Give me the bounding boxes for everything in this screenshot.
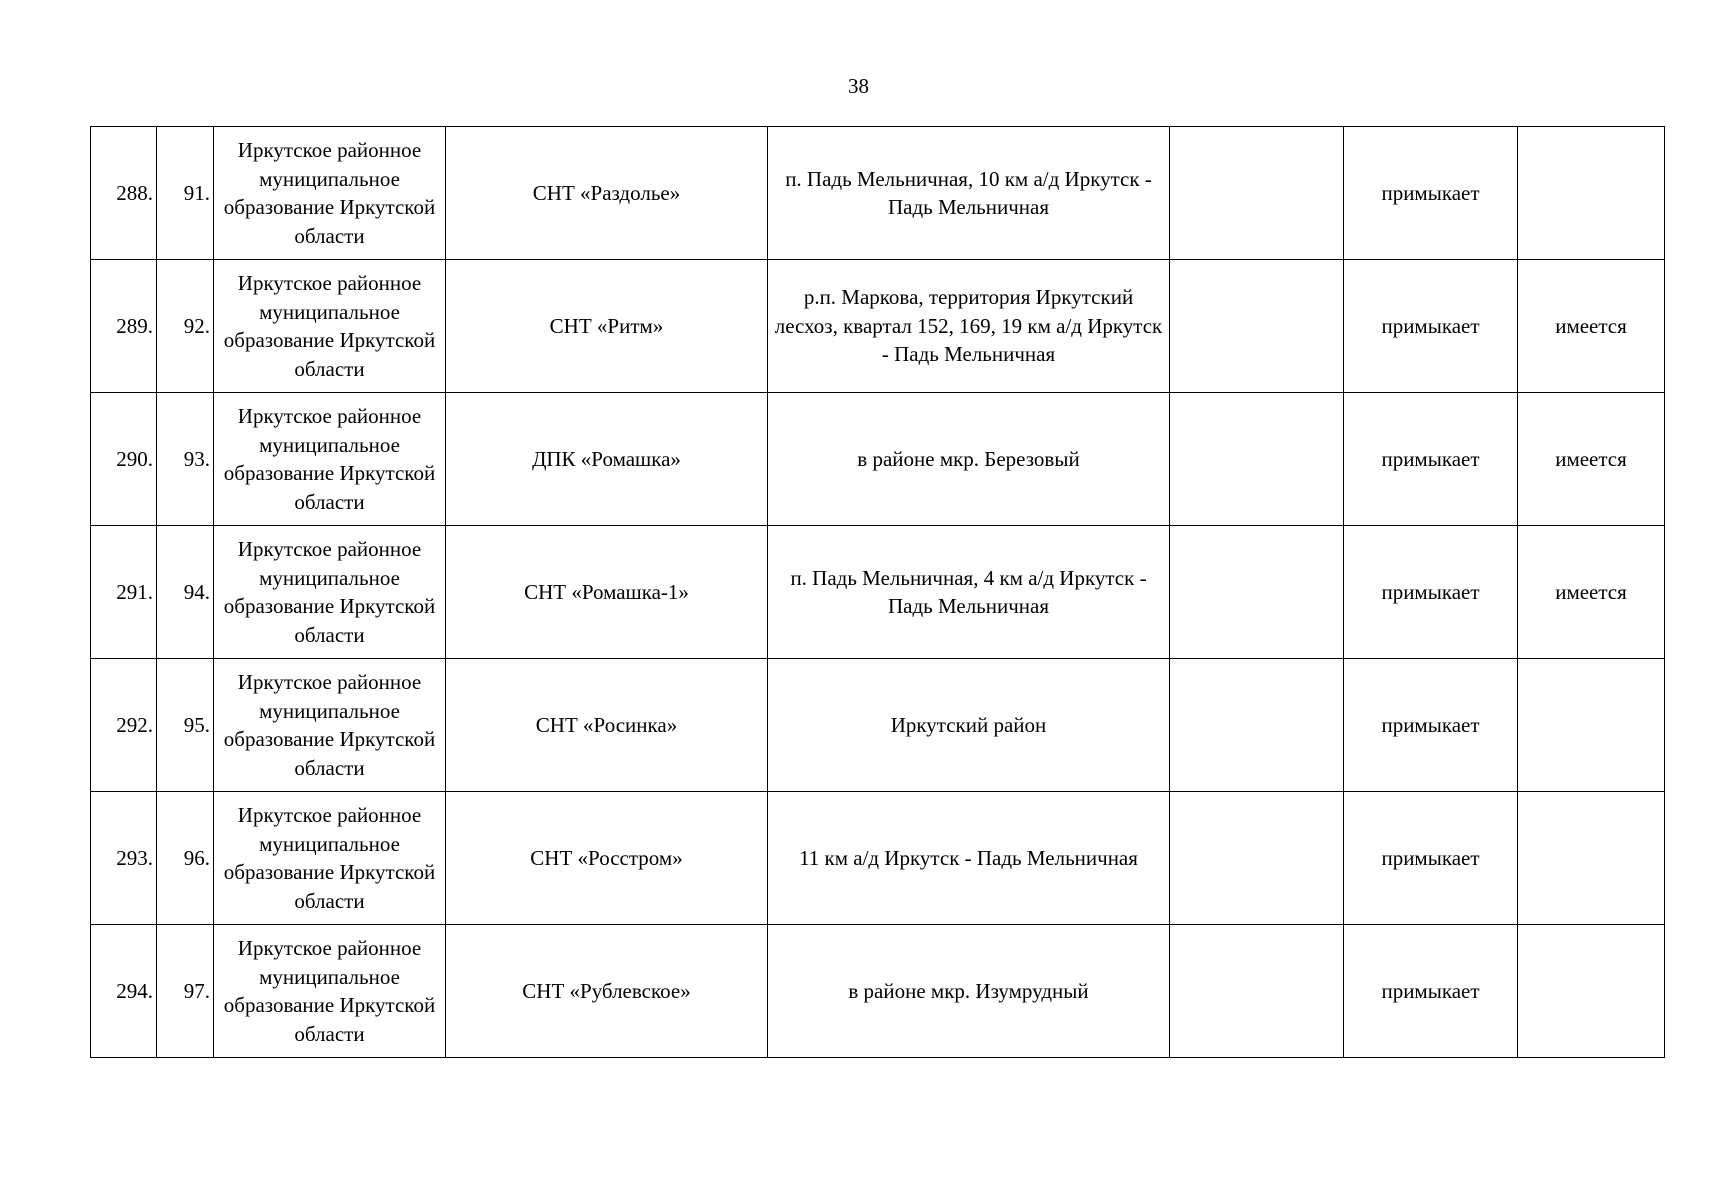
municipality-cell: Иркутское районное муниципальное образование Иркутской области (214, 526, 446, 659)
adjacency-cell: примыкает (1344, 792, 1518, 925)
availability-cell (1518, 659, 1665, 792)
municipality-cell: Иркутское районное муниципальное образование Иркутской области (214, 925, 446, 1058)
organization-name-cell: СНТ «Росинка» (446, 659, 768, 792)
availability-cell: имеется (1518, 526, 1665, 659)
table-row (91, 260, 1665, 393)
location-cell: п. Падь Мельничная, 4 км а/д Иркутск - Падь Мельничная (768, 526, 1170, 659)
location-cell: р.п. Маркова, территория Иркутский лесхоз, квартал 152, 169, 19 км а/д Иркутск - Падь Мельничная (768, 260, 1170, 393)
extra-cell (1170, 659, 1344, 792)
row-sub-number: 95. (157, 659, 214, 792)
extra-cell (1170, 792, 1344, 925)
row-number: 291. (91, 526, 157, 659)
table-row (91, 393, 1665, 526)
adjacency-cell: примыкает (1344, 393, 1518, 526)
availability-cell (1518, 925, 1665, 1058)
table-row (91, 792, 1665, 925)
registry-table (90, 126, 1665, 1058)
row-number: 289. (91, 260, 157, 393)
location-cell: 11 км а/д Иркутск - Падь Мельничная (768, 792, 1170, 925)
extra-cell (1170, 526, 1344, 659)
municipality-cell: Иркутское районное муниципальное образование Иркутской области (214, 127, 446, 260)
row-number: 290. (91, 393, 157, 526)
location-cell: в районе мкр. Изумрудный (768, 925, 1170, 1058)
location-cell: п. Падь Мельничная, 10 км а/д Иркутск - Падь Мельничная (768, 127, 1170, 260)
extra-cell (1170, 925, 1344, 1058)
organization-name-cell: СНТ «Рублевское» (446, 925, 768, 1058)
table-row (91, 127, 1665, 260)
organization-name-cell: СНТ «Ромашка-1» (446, 526, 768, 659)
row-sub-number: 94. (157, 526, 214, 659)
availability-cell: имеется (1518, 393, 1665, 526)
location-cell: Иркутский район (768, 659, 1170, 792)
adjacency-cell: примыкает (1344, 659, 1518, 792)
adjacency-cell: примыкает (1344, 925, 1518, 1058)
location-cell: в районе мкр. Березовый (768, 393, 1170, 526)
organization-name-cell: СНТ «Раздолье» (446, 127, 768, 260)
extra-cell (1170, 393, 1344, 526)
row-sub-number: 97. (157, 925, 214, 1058)
table-row (91, 659, 1665, 792)
table-row (91, 925, 1665, 1058)
row-number: 288. (91, 127, 157, 260)
organization-name-cell: СНТ «Ритм» (446, 260, 768, 393)
organization-name-cell: ДПК «Ромашка» (446, 393, 768, 526)
adjacency-cell: примыкает (1344, 526, 1518, 659)
municipality-cell: Иркутское районное муниципальное образование Иркутской области (214, 393, 446, 526)
row-number: 294. (91, 925, 157, 1058)
row-number: 292. (91, 659, 157, 792)
organization-name-cell: СНТ «Росстром» (446, 792, 768, 925)
availability-cell (1518, 792, 1665, 925)
row-number: 293. (91, 792, 157, 925)
municipality-cell: Иркутское районное муниципальное образование Иркутской области (214, 260, 446, 393)
municipality-cell: Иркутское районное муниципальное образование Иркутской области (214, 659, 446, 792)
availability-cell (1518, 127, 1665, 260)
row-sub-number: 91. (157, 127, 214, 260)
extra-cell (1170, 127, 1344, 260)
extra-cell (1170, 260, 1344, 393)
row-sub-number: 92. (157, 260, 214, 393)
row-sub-number: 93. (157, 393, 214, 526)
page-number: 38 (848, 74, 869, 98)
table-row (91, 526, 1665, 659)
adjacency-cell: примыкает (1344, 127, 1518, 260)
availability-cell: имеется (1518, 260, 1665, 393)
municipality-cell: Иркутское районное муниципальное образование Иркутской области (214, 792, 446, 925)
row-sub-number: 96. (157, 792, 214, 925)
adjacency-cell: примыкает (1344, 260, 1518, 393)
